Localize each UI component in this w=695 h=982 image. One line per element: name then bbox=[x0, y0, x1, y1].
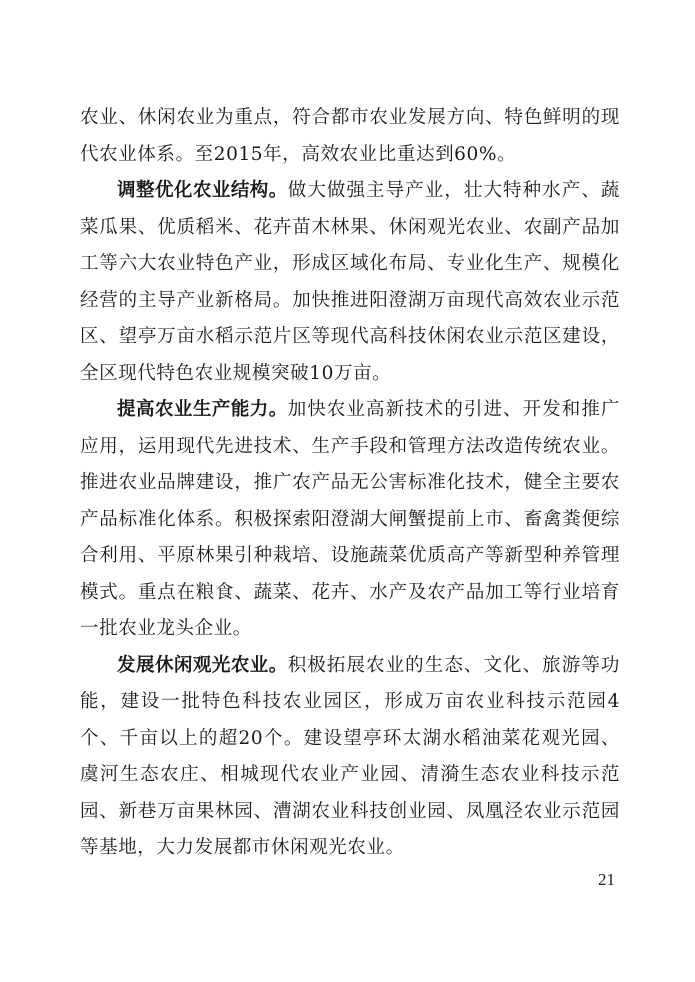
paragraph-text: 做大做强主导产业，壮大特种水产、蔬菜瓜果、优质稻米、花卉苗木林果、休闲观光农业、农副产品加工等六大农业特色产业，形成区域化布局、专业化生产、规模化经营的主导产业新格局。加快推进阳澄湖万亩现代高效农业示范区、望亭万亩水稻示范片区等现代高科技休闲农业示范区建设，全区现代特色农业规模突破10万亩。 bbox=[80, 180, 620, 384]
paragraph-heading: 提高农业生产能力。 bbox=[117, 399, 288, 420]
body-text bbox=[80, 100, 620, 867]
paragraph-leisure-agriculture bbox=[80, 648, 620, 867]
paragraph-adjust-structure bbox=[80, 173, 620, 392]
paragraph-continuation bbox=[80, 100, 620, 173]
paragraph-text: 积极拓展农业的生态、文化、旅游等功能，建设一批特色科技农业园区，形成万亩农业科技示范园4个、千亩以上的超20个。建设望亭环太湖水稻油菜花观光园、虞河生态农庄、相城现代农业产业园、清漪生态农业科技示范园、新巷万亩果林园、漕湖农业科技创业园、凤凰泾农业示范园等基地，大力发展都市休闲观光农业。 bbox=[80, 654, 620, 858]
page-number: 21 bbox=[598, 870, 615, 889]
paragraph-heading: 调整优化农业结构。 bbox=[117, 180, 288, 201]
paragraph-heading: 发展休闲观光农业。 bbox=[117, 654, 288, 676]
paragraph-text: 农业、休闲农业为重点，符合都市农业发展方向、特色鲜明的现代农业体系。至2015年，高效农业比重达到60%。 bbox=[80, 107, 620, 165]
paragraph-text: 加快农业高新技术的引进、开发和推广应用，运用现代先进技术、生产手段和管理方法改造传统农业。推进农业品牌建设，推广农产品无公害标准化技术，健全主要农产品标准化体系。积极探索阳澄湖大闸蟹提前上市、畜禽粪便综合利用、平原林果引种栽培、设施蔬菜优质高产等新型种养管理模式。重点在粮食、蔬菜、花卉、水产及农产品加工等行业培育一批农业龙头企业。 bbox=[80, 399, 620, 639]
paragraph-improve-capacity bbox=[80, 392, 620, 648]
